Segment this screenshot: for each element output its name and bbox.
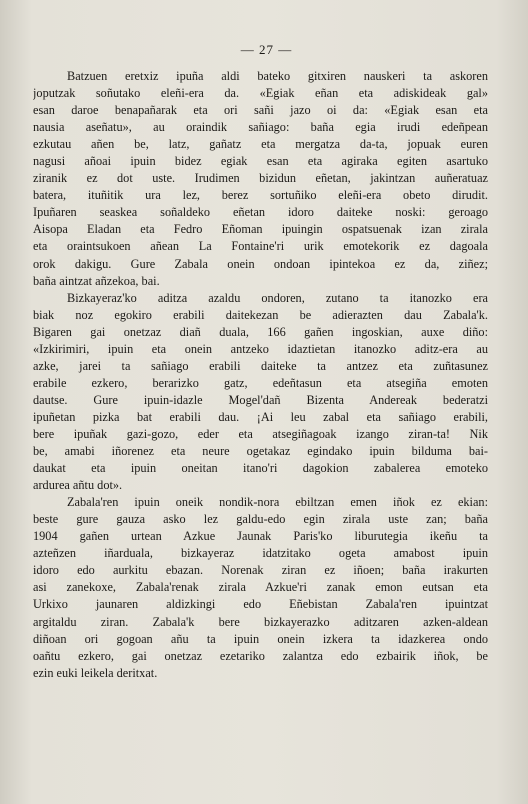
text-line: Bigaren gai onetzaz diañ duala, 166 gañen ingoskian, auxe diño:: [33, 324, 488, 339]
text-line: bere ipuñak gazi-gozo, eder eta atsegiñagoak izango ziran-ta! Nik: [33, 426, 488, 441]
text-line: orok dakigu. Gure Zabala onein ondoan ipintekoa ez da, ziñez;: [33, 256, 488, 271]
text-line: oañtu ezkero, gai onetzaz ezetariko zalantza edo ezbairik iñok, be: [33, 648, 488, 663]
text-line: argitaldu ziran. Zabala'k bere bizkayerazko aditzaren azken-aldean: [33, 614, 488, 629]
text-line: nagusi añoai ipuin bidez egiak esan eta agiraka egiten asartuko: [33, 154, 488, 169]
text-line: Urkixo jaunaren aldizkingi edo Eñebistan Zabala'ren ipuintzat: [33, 597, 488, 612]
text-line: ezkutau añen be, latz, gañatz eta mergatza da-ta, jopuak euren: [33, 137, 488, 152]
text-line: idoro edo aurkitu ebazan. Norenak ziran ez iñoen; baña irakurten: [33, 563, 488, 578]
text-line: baña aintzat añzekoa, bai.: [33, 273, 160, 288]
text-line: beste gure gauza asko lez galdu-edo egin zirala uste zan; baña: [33, 512, 488, 527]
text-line: Bizkayeraz'ko aditza azaldu ondoren, zutano ta itanozko era: [67, 290, 488, 305]
text-line: asi zanekoxe, Zabala'renak zirala Azkue'ri zanak emon eutsan eta: [33, 580, 488, 595]
paragraph: [33, 68, 488, 290]
text-line: ardurea añtu dot».: [33, 478, 123, 493]
text-line: erabile ezkero, berarizko gatz, edeñtasun eta atsegiña emoten: [33, 375, 488, 390]
text-line: Ipuñaren seaskea soñaldeko eñetan idoro daiteke noski: geroago: [33, 205, 488, 220]
text-line: diñoan ori gogoan añu ta ipuin onein izkera ta idazkerea ondo: [33, 631, 488, 646]
text-line: ziranik ez dot uste. Irudimen bizidun eñetan, jakintzan auñeratuaz: [33, 171, 488, 186]
text-line: ezin euki leikela deritxat.: [33, 665, 158, 680]
text-line: 1904 gañen urtean Azkue Jaunak Paris'ko liburutegia ikeñu ta: [33, 529, 488, 544]
text-line: daukat eta ipuin oneitan itano'ri dagokion zabalerea emoteko: [33, 461, 488, 476]
text-line: esan daroe benapañarak eta ori sañi jazo oi da: «Egiak esan eta: [33, 103, 488, 118]
text-line: azteñzen iñarduala, bizkayeraz idatzitako ogeta amabost ipuin: [33, 546, 488, 561]
text-line: eta oraintsukoen añean La Fontaine'ri urik emotekorik ez dagoala: [33, 239, 488, 254]
text-line: ipuñetan pizka bat erabili dau. ¡Ai leu zabal eta sañiago erabili,: [33, 409, 488, 424]
text-line: be, amabi iñorenez eta neure ogetakaz egindako ipuin bilduma bai-: [33, 444, 488, 459]
text-line: azke, jarei ta sañiago erabili daiteke ta antzez eta zuñtasunez: [33, 358, 488, 373]
text-line: Zabala'ren ipuin oneik nondik-nora ebiltzan emen iñok ez ekian:: [67, 495, 488, 510]
body-text: [33, 68, 488, 682]
text-line: dautse. Gure ipuin-idazle Mogel'dañ Bizenta Andereak bederatzi: [33, 392, 488, 407]
paragraph: [33, 290, 488, 495]
text-line: batera, ituñitik ura lez, berez sortuñiko eleñi-era obeto dirudit.: [33, 188, 488, 203]
text-line: nausia aseñatu», au oraindik sañiago: baña egia irudi edeñpean: [33, 120, 488, 135]
text-line: Batzuen eretxiz ipuña aldi bateko gitxiren nauskeri ta askoren: [67, 69, 488, 83]
text-line: joputzak soñutako eleñi-era da. «Egiak eñan eta adiskideak gal»: [33, 86, 488, 101]
paragraph: [33, 494, 488, 682]
page-number: — 27 —: [240, 42, 293, 57]
text-line: Aisopa Eladan eta Fedro Eñoman ipuingin ospatsuenak izan zirala: [33, 222, 488, 237]
text-line: biak noz egokiro erabili daitekezan be adierazten dau Zabala'k.: [33, 307, 488, 322]
text-line: «Izkirimiri, ipuin eta onein antzeko idaztietan itanozko aditz-era au: [33, 341, 488, 356]
